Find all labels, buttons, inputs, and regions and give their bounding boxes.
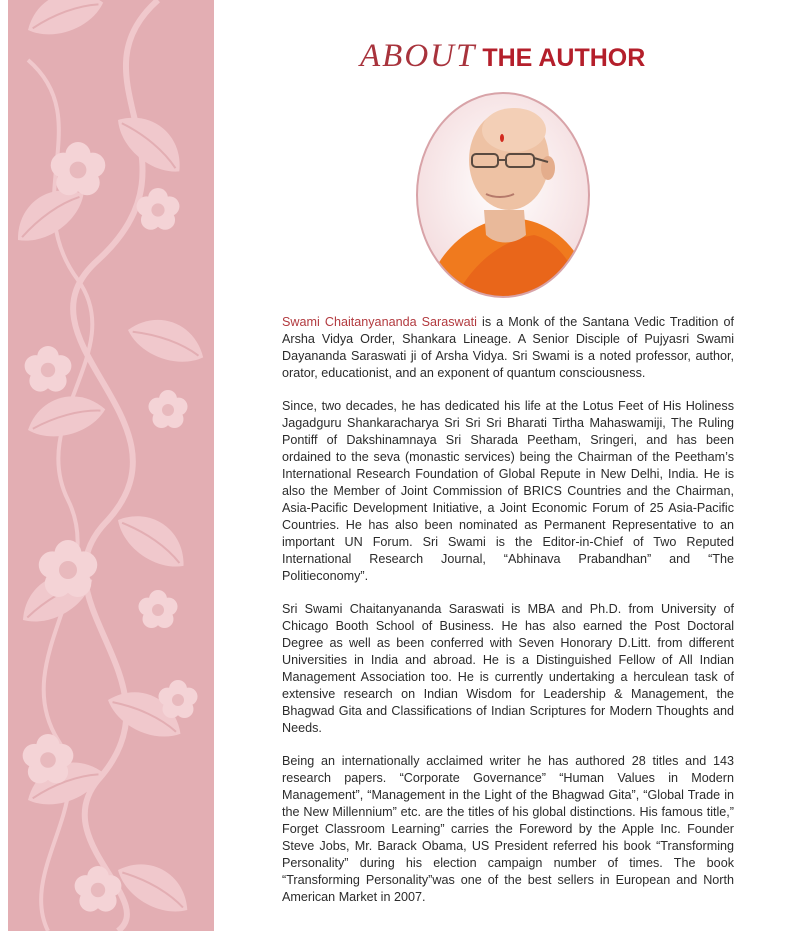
bio-paragraph-3: Sri Swami Chaitanyananda Saraswati is MBA and Ph.D. from University of Chicago Booth School of Business. He has also earned the Post Doctoral Degree as well as been conferred with Seven Honorary D.Litt. from different Universities in India and abroad. He is a Distinguished Fellow of All Indian Management Association too. He is currently undertaking a herculean task of extensive research on Indian Wisdom for Leadership & Management, the Bhagwad Gita and Classifications of Indian Scriptures for Modern Thoughts and Needs. [282, 602, 734, 735]
author-portrait [414, 90, 592, 300]
bio-paragraph-1-text: is a Monk of the Santana Vedic Tradition of Arsha Vidya Order, Shankara Lineage. A Senior Disciple of Pujyasri Swami Dayananda Saraswati ji of Arsha Vidya. Sri Swami is a noted professor, author, orator, educationist, and an exponent of quantum consciousness. [282, 315, 734, 380]
page-title [360, 38, 690, 80]
title-the-author: THE AUTHOR [482, 44, 646, 72]
portrait-image [414, 90, 592, 300]
bio-paragraph-4: Being an internationally acclaimed writer he has authored 28 titles and 143 research papers. “Corporate Governance” “Human Values in Modern Management”, “Management in the Light of the Bhagwad Gita”, “Global Trade in the New Millennium” etc. are the titles of his global distinctions. His famous title,” Forget Classroom Learning” carries the Foreword by the Apple Inc. Founder Steve Jobs, Mr. Barack Obama, US President referred his book “Transforming Personality” during his election campaign number of times. The book “Transforming Personality”was one of the best sellers in European and North American Market in 2007. [282, 754, 734, 904]
decorative-floral-band [8, 0, 214, 931]
bio-paragraph-2: Since, two decades, he has dedicated his life at the Lotus Feet of His Holiness Jagadguru Shankaracharya Sri Sri Sri Bharati Tirtha Mahaswamiji, The Ruling Pontiff of Dakshinamnaya Sri Sharada Peetham, Sringeri, and has been ordained to the seva (monastic services) being the Chairman of the Peetham’s International Research Foundation of Global Repute in New Delhi, India. He is also the Member of Joint Commission of BRICS Countries and the Chairman, Asia-Pacific Development Initiative, a Joint Economic Forum of 25 Asia-Pacific Countries. He has also been nominated as Permanent Representative to an important UN Forum. Sri Swami is the Editor-in-Chief of Two Reputed International Research Journal, “Abhinava Prabandhan” and “The Politieconomy”. [282, 399, 734, 583]
author-name: Swami Chaitanyananda Saraswati [282, 315, 477, 329]
title-about: ABOUT [360, 38, 477, 74]
floral-pattern [8, 0, 214, 931]
author-biography [282, 314, 734, 922]
bio-paragraph-1 [282, 314, 734, 382]
